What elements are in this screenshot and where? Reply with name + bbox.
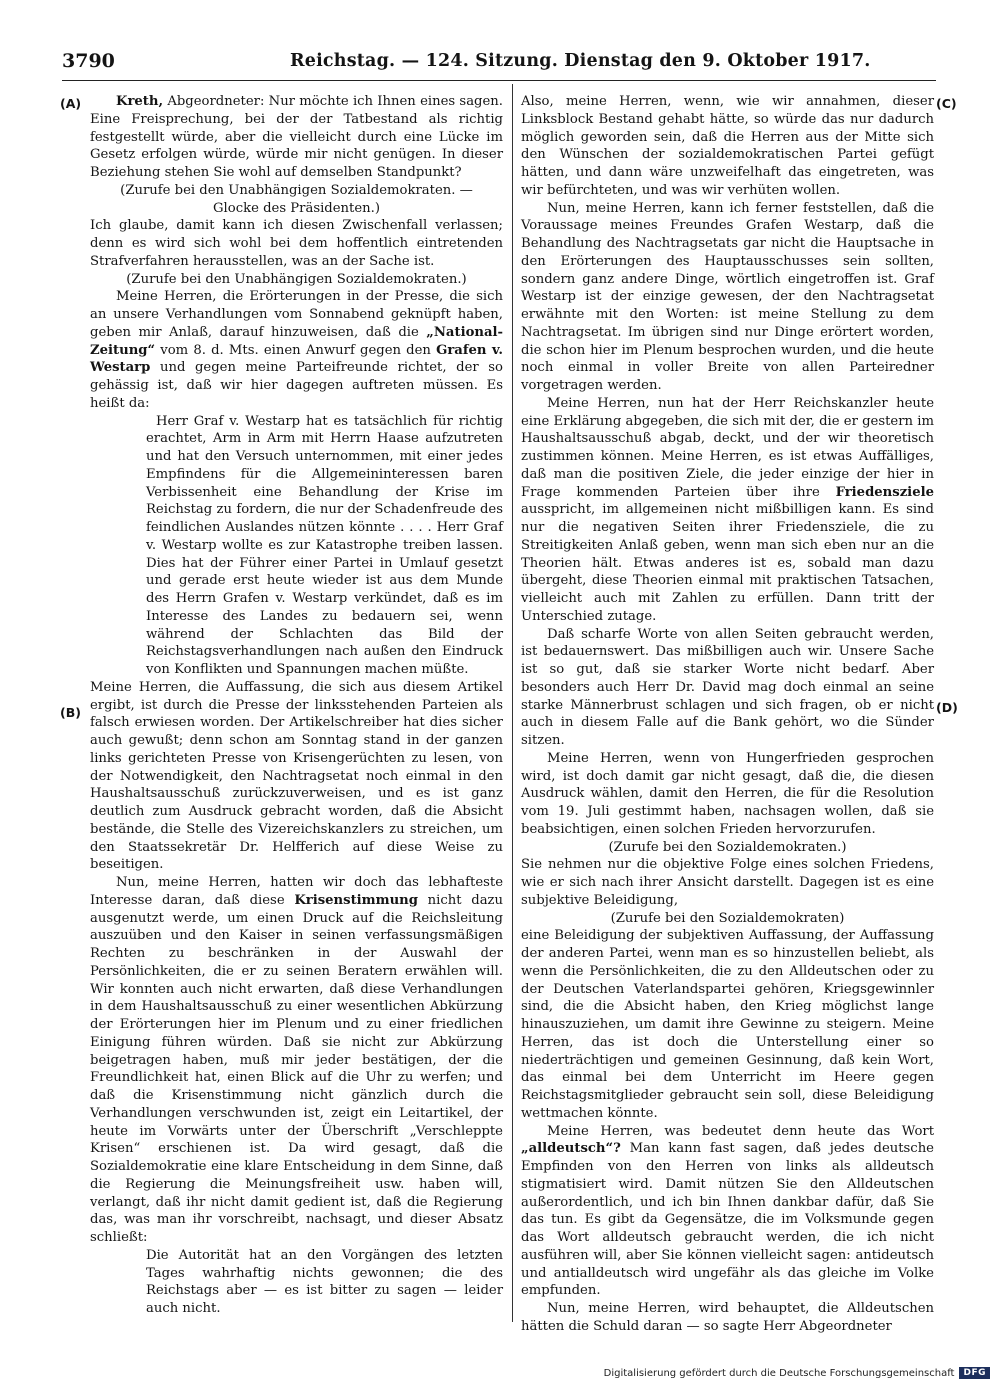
interjection: (Zurufe bei den Sozialdemokraten) [610,910,845,926]
page-header [62,48,936,81]
paragraph: Meine Herren, die Auffassung, die sich aus diesem Artikel ergibt, ist durch die Presse der linksstehenden Parteien als falsch erwiesen worden. Der Artikelschreiber hat dies sicher auch gewußt; denn schon am Sonntag stand in der ganzen links gerichteten Presse von Krisengerüchten zu lesen, von der Notwendigkeit, den Nachtragsetat noch einmal in den Haushaltsausschuß zurückzuverweisen, und es ist ganz deutlich zum Ausdruck gebracht worden, daß die Absicht bestände, die Stelle des Vizereichskanzlers zu streichen, um den Staatssekretär Dr. Helfferich auf diese Weise zu beseitigen. [90,679,503,873]
emphasis: Friedensziele [835,484,934,500]
block-quote: Herr Graf v. Westarp hat es tatsächlich für richtig erachtet, Arm in Arm mit Herrn Haase aufzutreten und hat den Versuch unternommen, mit einer jedes Empfindens für die Allgemeininteressen baren Verbissenheit eine Behandlung der Krise im Reichstag zu fordern, die nur der Schadenfreude des feindlichen Auslandes nützen könnte . . . . Herr Graf v. Westarp wollte es zur Katastrophe treiben lassen. Dies hat der Führer einer Partei in Umlauf gesetzt und gerade erst heute wieder ist aus dem Munde des Herrn Grafen v. Westarp verkündet, daß es im Interesse des Landes zu bedauern sei, wenn während der Schlachten das Bild der Reichstagsverhandlungen nach außen den Eindruck von Konflikten und Spannungen machen müßte. [146,413,503,677]
right-column [521,93,934,1336]
margin-marker-a: (A) [60,96,82,111]
interjection: (Zurufe bei den Unabhängigen Sozialdemokraten.) [126,271,467,287]
running-head: Reichstag. — 124. Sitzung. Dienstag den 9. Oktober 1917. [290,51,871,71]
paragraph: Kreth, Abgeordneter: Nur möchte ich Ihnen eines sagen. Eine Freisprechung, bei der der Tatbestand als richtig festgestellt würde, aber die vielleicht durch eine Lücke im Gesetz erfolgen würde, würde mir nicht genügen. In dieser Beziehung stehen Sie wohl auf demselben Standpunkt? [90,94,503,180]
interjection: Glocke des Präsidenten.) [213,200,380,216]
interjection: (Zurufe bei den Unabhängigen Sozialdemokraten. — [120,182,473,198]
block-quote: Die Autorität hat an den Vorgängen des letzten Tages wahrhaftig nichts gewonnen; die des Reichstags aber — es ist bitter zu sagen — leider auch nicht. [146,1247,503,1316]
paragraph: Meine Herren, nun hat der Herr Reichskanzler heute eine Erklärung abgegeben, die sich mit der, die er gestern im Haushaltsausschuß abgab, deckt, und der wir theoretisch zustimmen können. Meine Herren, es ist etwas Auffälliges, daß man die positiven Ziele, die jeder einzige der hier in Frage kommenden Parteien über ihre Friedensziele ausspricht, im allgemeinen nicht mißbilligen kann. Es sind nur die negativen Seiten ihrer Friedensziele, die zu Streitigkeiten Anlaß geben, wenn man sich eben nur an die Theorien hält. Etwas anderes ist es, sobald man dazu übergeht, diese Theorien einmal mit praktischen Tatsachen, vielleicht auch mit Zahlen zu erfüllen. Dann tritt der Unterschied zutage. [521,395,934,624]
margin-marker-b: (B) [60,705,81,720]
interjection: (Zurufe bei den Sozialdemokraten.) [608,839,847,855]
paragraph: Sie nehmen nur die objektive Folge eines solchen Friedens, wie er sich nach ihrer Ansicht darstellt. Dagegen ist es eine subjektive Beleidigung, [521,857,934,908]
emphasis: Grafen v. Westarp [90,342,503,376]
dfg-logo: DFG [959,1367,990,1379]
paragraph: Nun, meine Herren, hatten wir doch das lebhafteste Interesse daran, daß diese Krisenstimmung nicht dazu ausgenutzt werde, um einen Druck auf die Reichsleitung auszuüben und den Kaiser in seinen verfassungsmäßigen Rechten zu beschränken in der Auswahl der Persönlichkeiten, die er zu seinen Beratern erwählen will. Wir konnten auch nicht erwarten, daß diese Verhandlungen in dem Haushaltsausschuß zu einer wesentlichen Abkürzung der Erörterungen hier im Plenum und zu einer friedlichen Einigung führen würden. Daß sie nicht zur Abkürzung beigetragen haben, muß mir jeder bestätigen, der die Freundlichkeit hat, einen Blick auf die Uhr zu werfen; und daß die Krisenstimmung nicht gänzlich durch die Verhandlungen verschwunden ist, zeigt ein Leitartikel, der heute im Vorwärts unter der Überschrift „Verschleppte Krisen“ erschienen ist. Da wird gesagt, daß die Sozialdemokratie eine klare Entscheidung in dem Sinne, daß die Regierung die Meinungsfreiheit usw. haben will, verlangt, daß ihr nicht damit gedient ist, daß die Regierung das, was man ihr vorschreibt, nachsagt, und dieser Absatz schließt: [90,875,503,1245]
footer-text: Digitalisierung gefördert durch die Deutsche Forschungsgemeinschaft [603,1367,955,1379]
emphasis: „National-Zeitung“ [90,324,503,358]
emphasis: „alldeutsch“? [521,1141,621,1157]
footer-credit [604,1367,990,1379]
page-number: 3790 [62,50,115,72]
paragraph: Meine Herren, was bedeutet denn heute das Wort „alldeutsch“? Man kann fast sagen, daß jedes deutsche Empfinden von den Herren von links als alldeutsch stigmatisiert wird. Damit nützen Sie den Alldeutschen außerordentlich, und ich bin Ihnen dankbar dafür, daß Sie das tun. Es gibt da Gegensätze, die im Volksmunde gegen das Wort alldeutsch gebraucht werden, die ich nicht ausführen will, aber Sie können vielleicht sagen: antideutsch und antialldeutsch wird ungefähr als das gleiche im Volke empfunden. [521,1123,934,1299]
paragraph: Also, meine Herren, wenn, wie wir annahmen, dieser Linksblock Bestand gehabt hätte, so würde das nur dadurch möglich geworden sein, daß die Herren aus der Mitte sich den Wünschen der sozialdemokratischen Partei gefügt hätten, und dann wäre unzweifelhaft das eingetreten, was wir befürchteten, und was wir verhüten wollen. [521,94,934,198]
paragraph: Nun, meine Herren, wird behauptet, die Alldeutschen hätten die Schuld daran — so sagte Herr Abgeordneter [521,1301,934,1334]
left-column [90,93,503,1318]
paragraph: Nun, meine Herren, kann ich ferner feststellen, daß die Voraussage meines Freundes Grafen Westarp, daß die Behandlung des Nachtragsetats gar nicht die Hauptsache in den Erörterungen des Hauptausschusses sein sollten, sondern ganz andere Dinge, wörtlich eingetroffen ist. Graf Westarp ist der einzige gewesen, der den Nachtragsetat erwähnte mit den Worten: ist meine Stellung zu dem Nachtragsetat. Im übrigen sind nur Dinge erörtert worden, die schon hier im Plenum besprochen wurden, und die heute noch einmal in voller Breite von allen Parteiredner vorgetragen werden. [521,200,934,393]
paragraph: Meine Herren, die Erörterungen in der Presse, die sich an unsere Verhandlungen vom Sonnabend geknüpft haben, geben mir Anlaß, darauf hinzuweisen, daß die „National-Zeitung“ vom 8. d. Mts. einen Anwurf gegen den Grafen v. Westarp und gegen meine Parteifreunde richtet, der so gehässig ist, daß wir hier dagegen auftreten müssen. Es heißt da: [90,289,503,411]
column-divider [512,84,513,1322]
speaker-name: Kreth, [116,94,164,109]
margin-marker-c: (C) [936,96,957,111]
margin-marker-d: (D) [936,700,958,715]
paragraph: Daß scharfe Worte von allen Seiten gebraucht werden, ist bedauernswert. Das mißbilligen auch wir. Unsere Sache ist so gut, daß sie starker Worte nicht bedarf. Aber besonders auch Herr Dr. David mag doch einmal an seine starke Männerbrust schlagen und sich fragen, ob er nicht auch in diesem Falle auf die Bank gehört, wo die Sünder sitzen. [521,626,934,748]
paragraph: eine Beleidigung der subjektiven Auffassung, der Auffassung der anderen Partei, wenn man es so hinzustellen beliebt, als wenn die Persönlichkeiten, die zu den Alldeutschen oder zu der Deutschen Vaterlandspartei gehören, Kriegsgewinnler sind, die die Absicht haben, den Krieg möglichst lange hinauszuziehen, um damit ihre Gewinne zu steigern. Meine Herren, das ist doch die Unterstellung einer so niederträchtigen und gemeinen Gesinnung, daß kein Wort, das einmal bei dem Unterricht im Heere gegen Reichstagsmitglieder gebraucht sein soll, diese Beleidigung wettmachen könnte. [521,928,934,1121]
emphasis: Krisenstimmung [294,892,418,908]
paragraph: Ich glaube, damit kann ich diesen Zwischenfall verlassen; denn es wird sich wohl bei dem hoffentlich eintretenden Strafverfahren herausstellen, was an der Sache ist. [90,218,503,269]
paragraph: Meine Herren, wenn von Hungerfrieden gesprochen wird, ist doch damit gar nicht gesagt, daß die, die diesen Ausdruck wählen, damit den Herren, die für die Resolution vom 19. Juli gestimmt haben, nachsagen wollen, daß sie beabsichtigen, einen solchen Frieden hervorzurufen. [521,750,934,837]
